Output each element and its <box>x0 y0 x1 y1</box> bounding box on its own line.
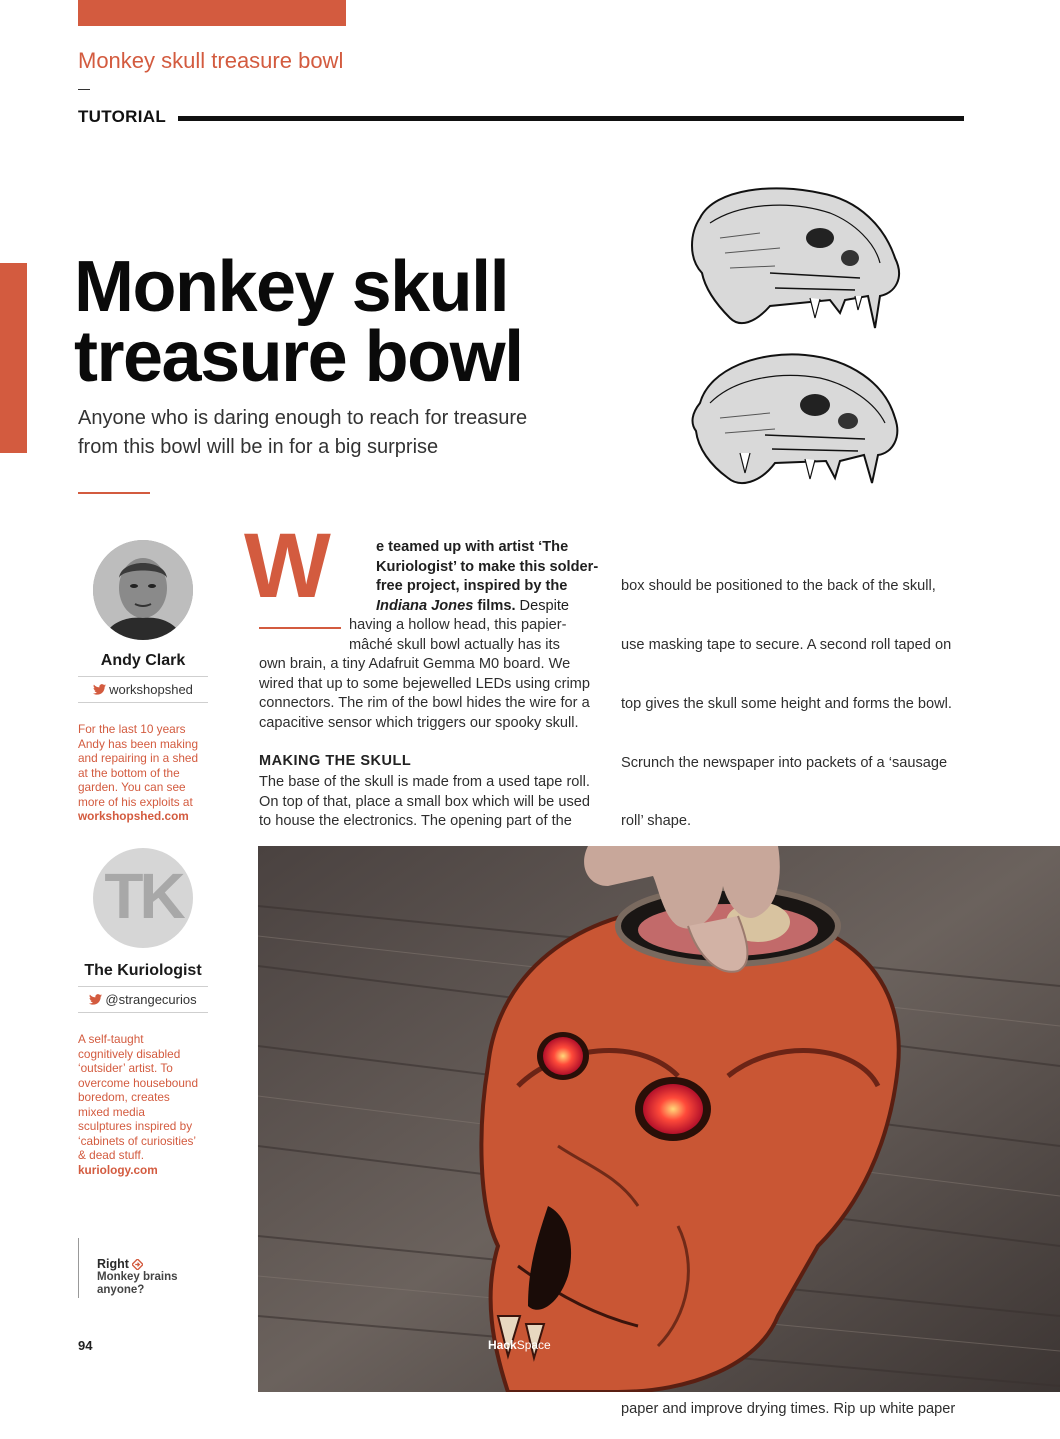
body-paragraph-2 <box>259 773 609 832</box>
subhead-making-the-skull: MAKING THE SKULL <box>259 753 412 769</box>
body-line: having a hollow head, this papier- <box>349 617 567 633</box>
bio-line: Andy has been making <box>78 736 199 751</box>
lead-end: films. <box>473 597 516 614</box>
photo-illustration <box>258 846 1060 1392</box>
skull-bowl-photo <box>258 846 1060 1392</box>
lead-paragraph <box>376 538 606 616</box>
body-line: mâché skull bowl actually has its <box>349 636 560 653</box>
body-line: capacitive sensor which triggers our spooky skull. <box>259 714 579 731</box>
twitter-bird-icon <box>89 994 102 1005</box>
title-line-1: Monkey skull <box>74 247 509 327</box>
skull-engraving-top <box>692 188 899 328</box>
lead-line: Kuriologist’ to make this solder- <box>376 558 599 575</box>
page-number: 94 <box>78 1338 93 1353</box>
caption-label: Right <box>97 1257 129 1271</box>
drop-cap: W <box>244 515 331 617</box>
magazine-name-rest: Space <box>516 1338 551 1352</box>
magazine-name <box>488 1338 551 1352</box>
bio-line: boredom, creates <box>78 1090 170 1104</box>
avatar-initials: TK <box>104 860 182 932</box>
category-label: TUTORIAL <box>78 107 167 126</box>
title-line-2: treasure bowl <box>74 317 523 397</box>
section-title: Monkey skull treasure bowl <box>78 48 344 73</box>
bio-line: overcome housebound <box>78 1075 199 1090</box>
author-website-link[interactable]: kuriology.com <box>78 1162 158 1177</box>
body-line: to house the electronics. The opening part of the <box>259 813 572 830</box>
magazine-name-bold: Hack <box>488 1338 517 1352</box>
author-bio-kuriologist <box>78 1032 213 1177</box>
body-line: box should be positioned to the back of the skull, <box>621 578 936 595</box>
bio-line: at the bottom of the <box>78 765 180 780</box>
avatar-andy-clark <box>93 540 193 640</box>
body-line: Scrunch the newspaper into packets of a ‘sausage <box>621 754 948 771</box>
body-paragraph-1 <box>259 655 609 733</box>
author-name: The Kuriologist <box>84 962 202 979</box>
body-line: use masking tape to secure. A second roll taped on <box>621 636 952 653</box>
twitter-handle-row[interactable] <box>78 676 208 703</box>
bio-line: ‘cabinets of curiosities’ <box>78 1133 197 1148</box>
body-line: connectors. The rim of the bowl hides the wire for a <box>259 695 590 712</box>
body-line: top gives the skull some height and forms the bowl. <box>621 695 952 712</box>
body-line: paper and improve drying times. Rip up white paper <box>621 1401 956 1418</box>
body-line: wired that up to some bejewelled LEDs using crimp <box>259 675 590 692</box>
body-line: The base of the skull is made from a used tape roll. <box>259 774 590 790</box>
body-paragraph-indented <box>349 616 605 655</box>
author-andy-clark <box>78 540 208 703</box>
twitter-handle-row[interactable] <box>78 986 208 1013</box>
body-line: On top of that, place a small box which will be used <box>259 793 590 810</box>
standfirst-rule <box>78 492 150 494</box>
category-rule <box>178 116 964 121</box>
twitter-handle: workshopshed <box>109 682 193 697</box>
bio-line: mixed media <box>78 1104 145 1119</box>
side-accent-bar <box>0 263 27 453</box>
author-website-link[interactable]: workshopshed.com <box>78 809 189 823</box>
author-kuriologist <box>78 848 208 1013</box>
body-line: roll’ shape. <box>621 813 692 830</box>
caption-text: anyone? <box>97 1284 145 1296</box>
author-bio-andy-clark <box>78 722 213 824</box>
author-name: Andy Clark <box>100 652 186 669</box>
arrow-right-diamond-icon <box>132 1259 143 1270</box>
body-line: own brain, a tiny Adafruit Gemma M0 board. We <box>259 656 571 672</box>
bio-line: garden. You can see <box>78 780 186 794</box>
body-text: Despite <box>515 597 570 614</box>
bio-line: cognitively disabled <box>78 1046 181 1061</box>
bio-line: and repairing in a shed <box>78 751 199 765</box>
bio-line: A self-taught <box>78 1032 144 1046</box>
film-title: Indiana Jones <box>376 597 474 614</box>
caption-text: Monkey brains <box>97 1271 178 1283</box>
header-dash <box>78 89 90 90</box>
lead-line: free project, inspired by the <box>376 578 568 595</box>
avatar-kuriologist <box>93 848 193 948</box>
portrait-photo <box>93 540 193 640</box>
twitter-handle: @strangecurios <box>105 992 197 1007</box>
skull-engraving-illustration <box>680 178 910 498</box>
twitter-bird-icon <box>93 684 106 695</box>
header-accent-bar <box>78 0 346 26</box>
skull-engraving-bottom <box>693 354 898 483</box>
bio-line: sculptures inspired by <box>78 1119 193 1133</box>
bio-line: & dead stuff. <box>78 1148 145 1162</box>
bio-line: more of his exploits at <box>78 794 193 809</box>
drop-cap-rule <box>259 627 341 629</box>
photo-caption <box>78 1238 179 1298</box>
article-title <box>74 247 634 397</box>
lead-line: e teamed up with artist ‘The <box>376 539 569 555</box>
bio-line: ‘outsider’ artist. To <box>78 1061 173 1075</box>
bio-line: For the last 10 years <box>78 722 186 736</box>
standfirst: Anyone who is daring enough to reach for treasure from this bowl will be in for a big surprise <box>78 407 528 458</box>
